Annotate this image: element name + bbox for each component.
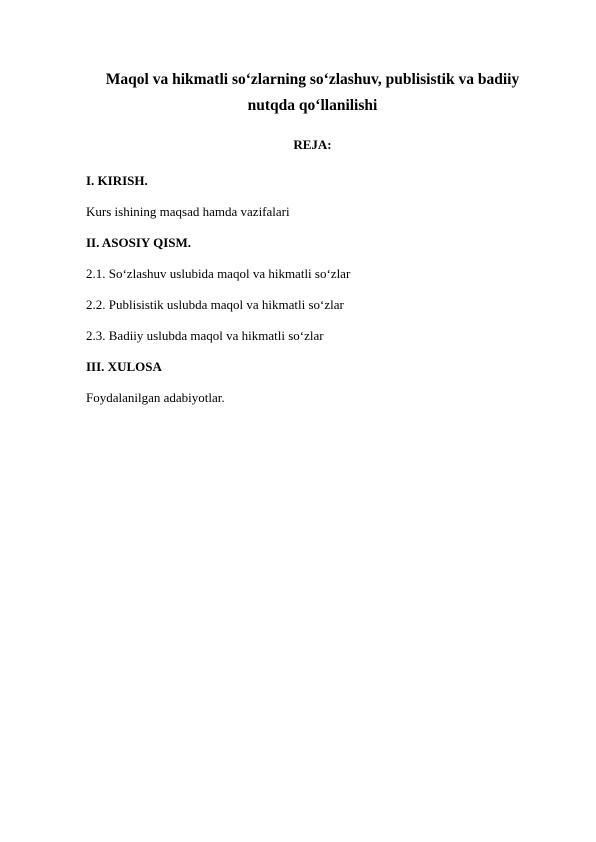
document-title (70, 67, 555, 119)
outline-item-introduction: I. KIRISH. (86, 173, 148, 188)
outline-item-goals: Kurs ishining maqsad hamda vazifalari (86, 204, 290, 219)
outline-item-section-2-1: 2.1. So‘zlashuv uslubida maqol va hikmatli so‘zlar (86, 266, 351, 281)
outline-item-section-2-3: 2.3. Badiiy uslubda maqol va hikmatli so‘zlar (86, 328, 324, 343)
outline-item-references: Foydalanilgan adabiyotlar. (86, 390, 225, 405)
outline-item-section-2-2: 2.2. Publisistik uslubda maqol va hikmatli so‘zlar (86, 297, 344, 312)
document-title-line-2: nutqda qo‘llanilishi (247, 97, 378, 114)
document-title-line-1: Maqol va hikmatli so‘zlarning so‘zlashuv, publisistik va badiiy (105, 71, 520, 88)
outline-list (86, 171, 556, 419)
outline-item-conclusion: III. XULOSA (86, 359, 162, 374)
plan-heading: REJA: (293, 137, 332, 152)
outline-item-main-part: II. ASOSIY QISM. (86, 235, 191, 250)
